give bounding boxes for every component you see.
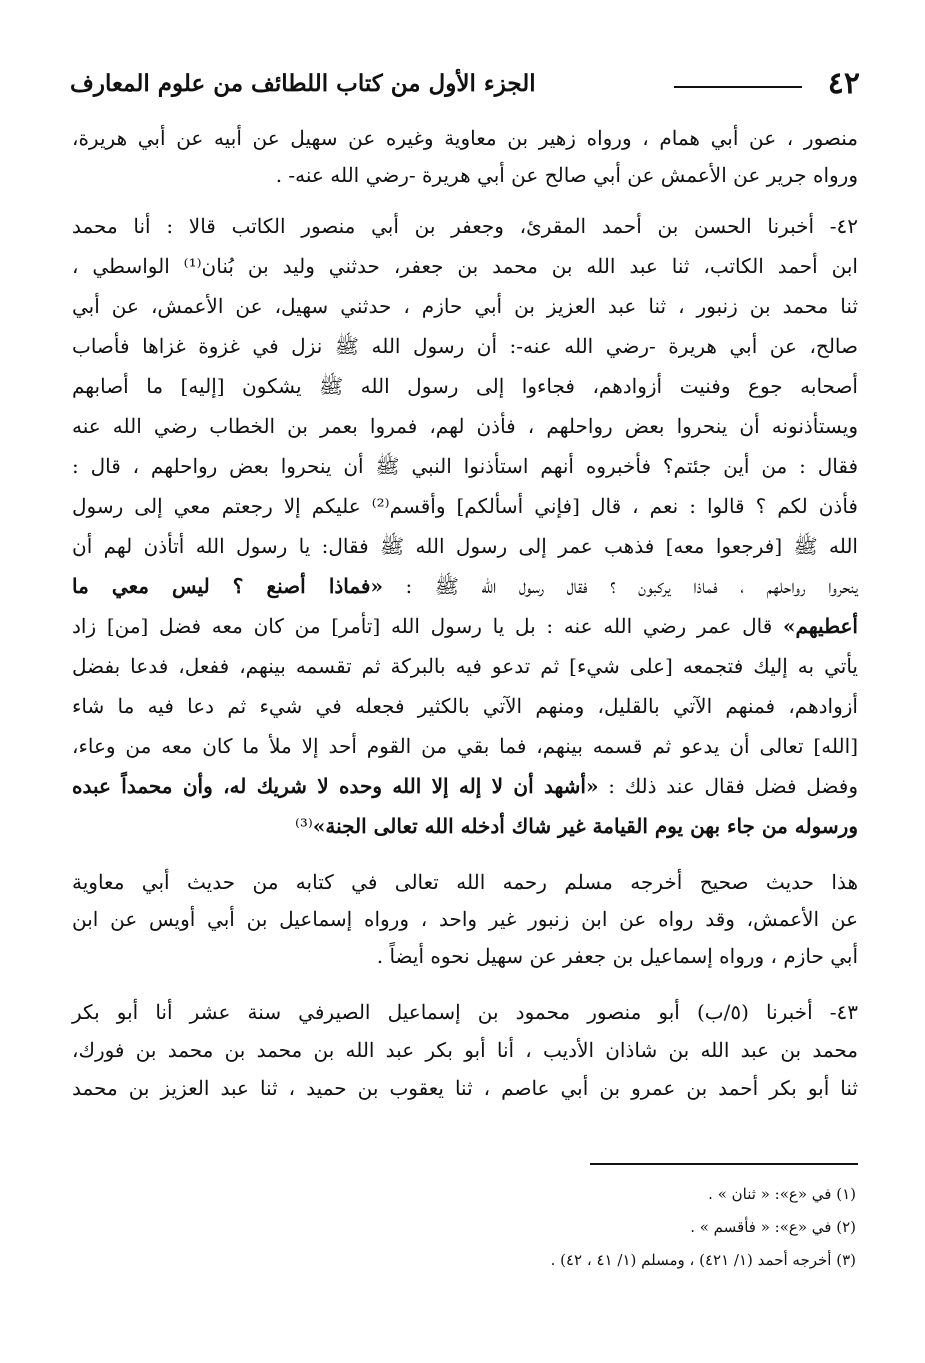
page-number: ٤٢ [827,66,860,101]
footnote: (٣) أخرجه أحمد (١/ ٤٢١) ، ومسلم (١/ ٤١ ، ٤٢) . [550,1251,856,1269]
text-line: أبي حازم ، ورواه إسماعيل بن جعفر عن سهيل نحوه أيضاً . [376,944,858,968]
text-line: فقال : من أين جئتم؟ فأخبروه أنهم استأذنوا النبي ﷺ أن ينحروا بعض رواحلهم ، قال : [72,454,858,478]
paragraph-hadith-43 [72,993,858,1107]
prophet-quote: أعطيهم» [783,614,858,638]
prophet-quote: «أشهد أن لا إله إلا الله وحده لا شريك له، وأن محمداً عبده [72,774,599,798]
text-line: الله ﷺ [فرجعوا معه] فذهب عمر إلى رسول الله ﷺ فقال: يا رسول الله أتأذن لهم أن [72,534,858,558]
text-line: يأتي به إليك فتجمعه [على شيء] ثم تدعو فيه بالبركة ثم تقسمه بينهم، ففعل، فدعا بفضل [72,654,858,678]
text-line: ابن أحمد الكاتب، ثنا عبد الله بن محمد بن جعفر، حدثني وليد بن بُنان⁽¹⁾ الواسطي ، [72,254,858,278]
text-line-with-quote [72,606,858,646]
text-line: ٤٢- أخبرنا الحسن بن أحمد المقرئ، وجعفر بن أبي منصور الكاتب قالا : أنا محمد [72,214,858,238]
paragraph-commentary [72,864,858,975]
paragraph-hadith-42 [72,206,858,846]
text-line: ٤٣- أخبرنا (٥/ب) أبو منصور محمود بن إسماعيل الصيرفي سنة عشر أنا أبو بكر [72,1000,858,1024]
text-line: أصحابه جوع وفنيت أزوادهم، فجاءوا إلى رسول الله ﷺ يشكون [إليه] ما أصابهم [72,374,858,398]
text-segment: وفضل فضل فقال عند ذلك : [608,774,858,798]
text-line-with-quote [72,766,858,806]
body-text [72,120,858,1107]
text-line: محمد بن عبد الله بن شاذان الأديب ، أنا أبو بكر عبد الله بن محمد بن محمد بن فورك، [72,1038,858,1062]
text-line: منصور ، عن أبي همام ، ورواه زهير بن معاوية وغيره عن سهيل عن أبيه عن أبي هريرة، [72,126,858,150]
prophet-quote: «فماذا أصنع ؟ ليس معي ما [72,574,383,598]
text-line: هذا حديث صحيح أخرجه مسلم رحمه الله تعالى في كتابه من حديث أبي معاوية [72,870,858,894]
footnotes [470,1178,856,1277]
text-line: ورواه جرير عن الأعمش عن أبي صالح عن أبي هريرة -رضي الله عنه- . [275,163,858,187]
text-line: صالح، عن أبي هريرة -رضي الله عنه-: أن رسول الله ﷺ نزل في غزوة غزاها فأصاب [72,334,858,358]
text-line: [الله] تعالى أن يدعو ثم قسمه بينهم، فما بقي من القوم أحد إلا ملأ ما كان معه من وعاء، [72,734,858,758]
text-line: ثنا محمد بن زنبور ، ثنا عبد العزيز بن أبي حازم ، حدثني سهيل، عن الأعمش، عن أبي [72,294,858,318]
running-title: الجزء الأول من كتاب اللطائف من علوم المعارف [70,70,536,97]
text-line: ويستأذنونه أن ينحروا بعض رواحلهم ، فأذن لهم، فمروا بعمر بن الخطاب رضي الله عنه [72,414,858,438]
footnote: (٢) في «ع»: « فأقسم » . [690,1218,856,1236]
text-line: أزوادهم، فمنهم الآتي بالقليل، ومنهم الآتي بالكثير فجعله في شيء ثم دعا فيه ما شاء [72,694,858,718]
footnote-ref: ⁽³⁾ [294,814,313,838]
text-line-with-quote [72,566,858,606]
prophet-quote: ورسوله من جاء بهن يوم القيامة غير شاك أدخله الله تعالى الجنة» [312,814,858,838]
text-segment: ينحروا رواحلهم ، فماذا يركبون ؟ فقال رسول الله ﷺ : [405,574,858,598]
text-segment: قال عمر رضي الله عنه : بل يا رسول الله [تأمر] من كان معه فضل [من] زاد [72,614,773,638]
text-line: فأذن لكم ؟ قالوا : نعم ، قال [فإني أسألكم] وأقسم⁽²⁾ عليكم إلا رجعتم معي إلى رسول [72,494,858,518]
text-line: ثنا أبو بكر أحمد بن عمرو بن أبي عاصم ، ثنا يعقوب بن حميد ، ثنا عبد العزيز بن محمد [72,1076,858,1100]
footnote: (١) في «ع»: « ثنان » . [708,1185,856,1203]
header-rule [674,86,802,88]
text-line: عن الأعمش، وقد رواه عن ابن زنبور غير واحد ، ورواه إسماعيل بن أبي أويس عن ابن [72,907,858,931]
footnote-rule [590,1163,858,1165]
text-line-with-quote [72,806,858,846]
page-header [70,64,860,104]
paragraph-intro [72,120,858,194]
